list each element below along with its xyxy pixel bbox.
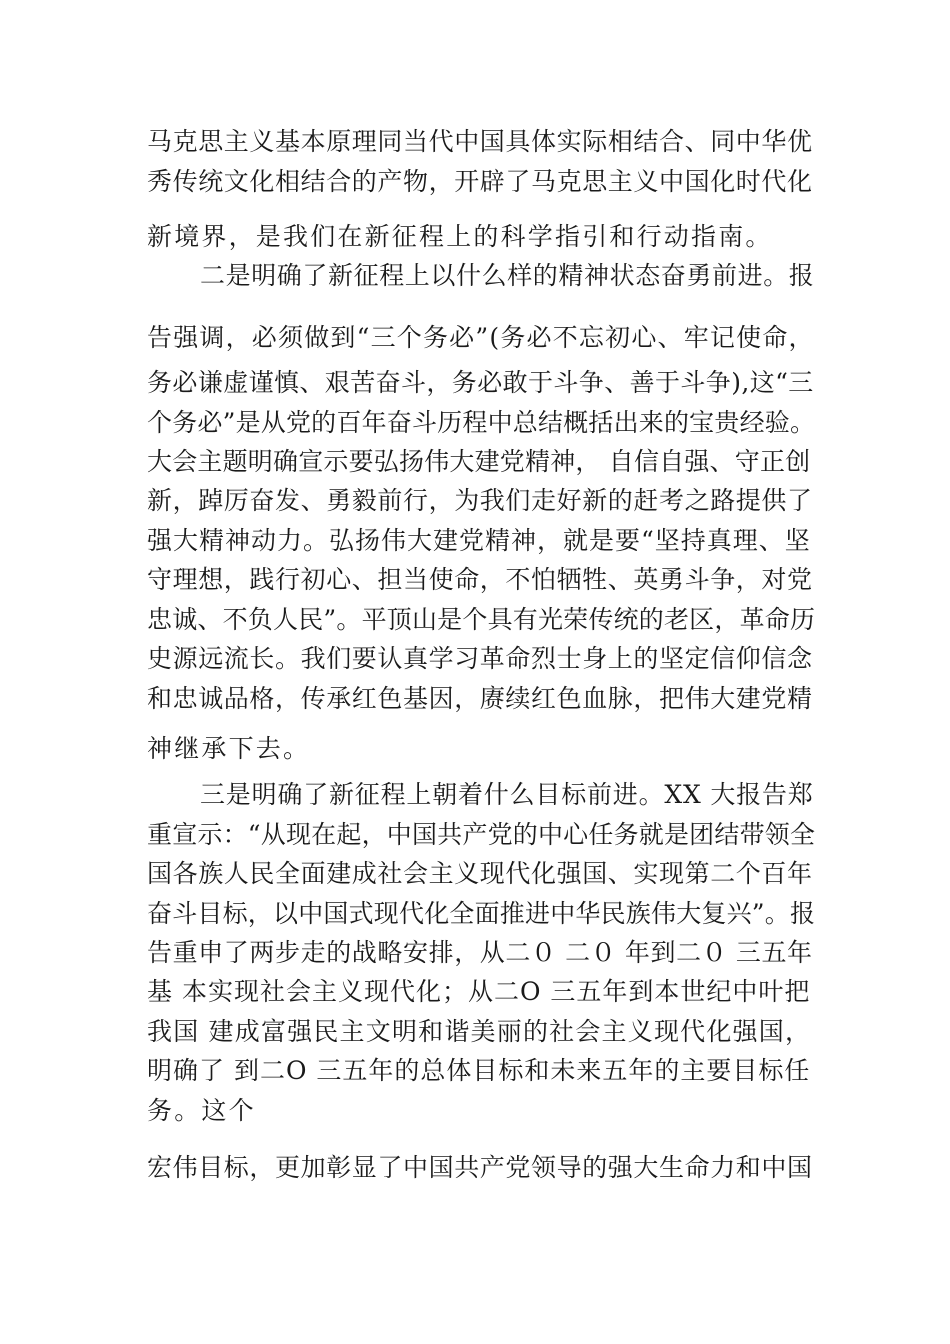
text-line: 神继承下去。 [147, 734, 311, 763]
text-line: 强大精神动力。弘扬伟大建党精神，就是要“坚持真理、坚 [147, 526, 811, 555]
text-line: 新，踔厉奋发、勇毅前行，为我们走好新的赶考之路提供了 [147, 486, 813, 515]
text-line: 务必谦虚谨慎、艰苦奋斗，务必敢于斗争、善于斗争),这“三 [147, 368, 814, 397]
text-line: 国各族人民全面建成社会主义现代化强国、实现第二个百年 [147, 859, 813, 888]
text-line: 马克思主义基本原理同当代中国具体实际相结合、同中华优 [147, 127, 813, 156]
text-line: 忠诚、不负人民”。平顶山是个具有光荣传统的老区，革命历 [147, 605, 816, 634]
text-line: 告强调，必须做到“三个务必”(务必不忘初心、牢记使命， [147, 323, 815, 352]
text-line: 务。这个 [147, 1096, 256, 1125]
text-line: 二是明确了新征程上以什么样的精神状态奋勇前进。报 [200, 261, 815, 290]
text-line: 三是明确了新征程上朝着什么目标前进。XX 大报告郑 [200, 780, 814, 809]
text-line: 奋斗目标，以中国式现代化全面推进中华民族伟大复兴”。报 [147, 899, 816, 928]
text-line: 秀传统文化相结合的产物，开辟了马克思主义中国化时代化 [147, 167, 813, 196]
text-line: 宏伟目标，更加彰显了中国共产党领导的强大生命力和中国 [147, 1153, 813, 1182]
text-line: 基 本实现社会主义现代化；从二O 三五年到本世纪中叶把 [147, 977, 811, 1006]
text-line: 大会主题明确宣示要弘扬伟大建党精神， 自信自强、守正创 [147, 447, 811, 476]
text-line: 告重申了两步走的战略安排，从二０ 二０ 年到二０ 三五年 [147, 938, 813, 967]
text-line: 史源远流长。我们要认真学习革命烈士身上的坚定信仰信念 [147, 644, 813, 673]
text-line: 个务必”是从党的百年奋斗历程中总结概括出来的宝贵经验。 [147, 408, 816, 437]
text-line: 守理想，践行初心、担当使命，不怕牺牲、英勇斗争，对党 [147, 565, 813, 594]
text-line: 我国 建成富强民主文明和谐美丽的社会主义现代化强国， [147, 1017, 812, 1046]
text-line: 和忠诚品格，传承红色基因，赓续红色血脉，把伟大建党精 [147, 684, 813, 713]
text-line: 新境界，是我们在新征程上的科学指引和行动指南。 [147, 222, 773, 251]
text-line: 重宣示：“从现在起，中国共产党的中心任务就是团结带领全 [147, 820, 816, 849]
text-line: 明确了 到二O 三五年的总体目标和未来五年的主要目标任 [147, 1056, 811, 1085]
